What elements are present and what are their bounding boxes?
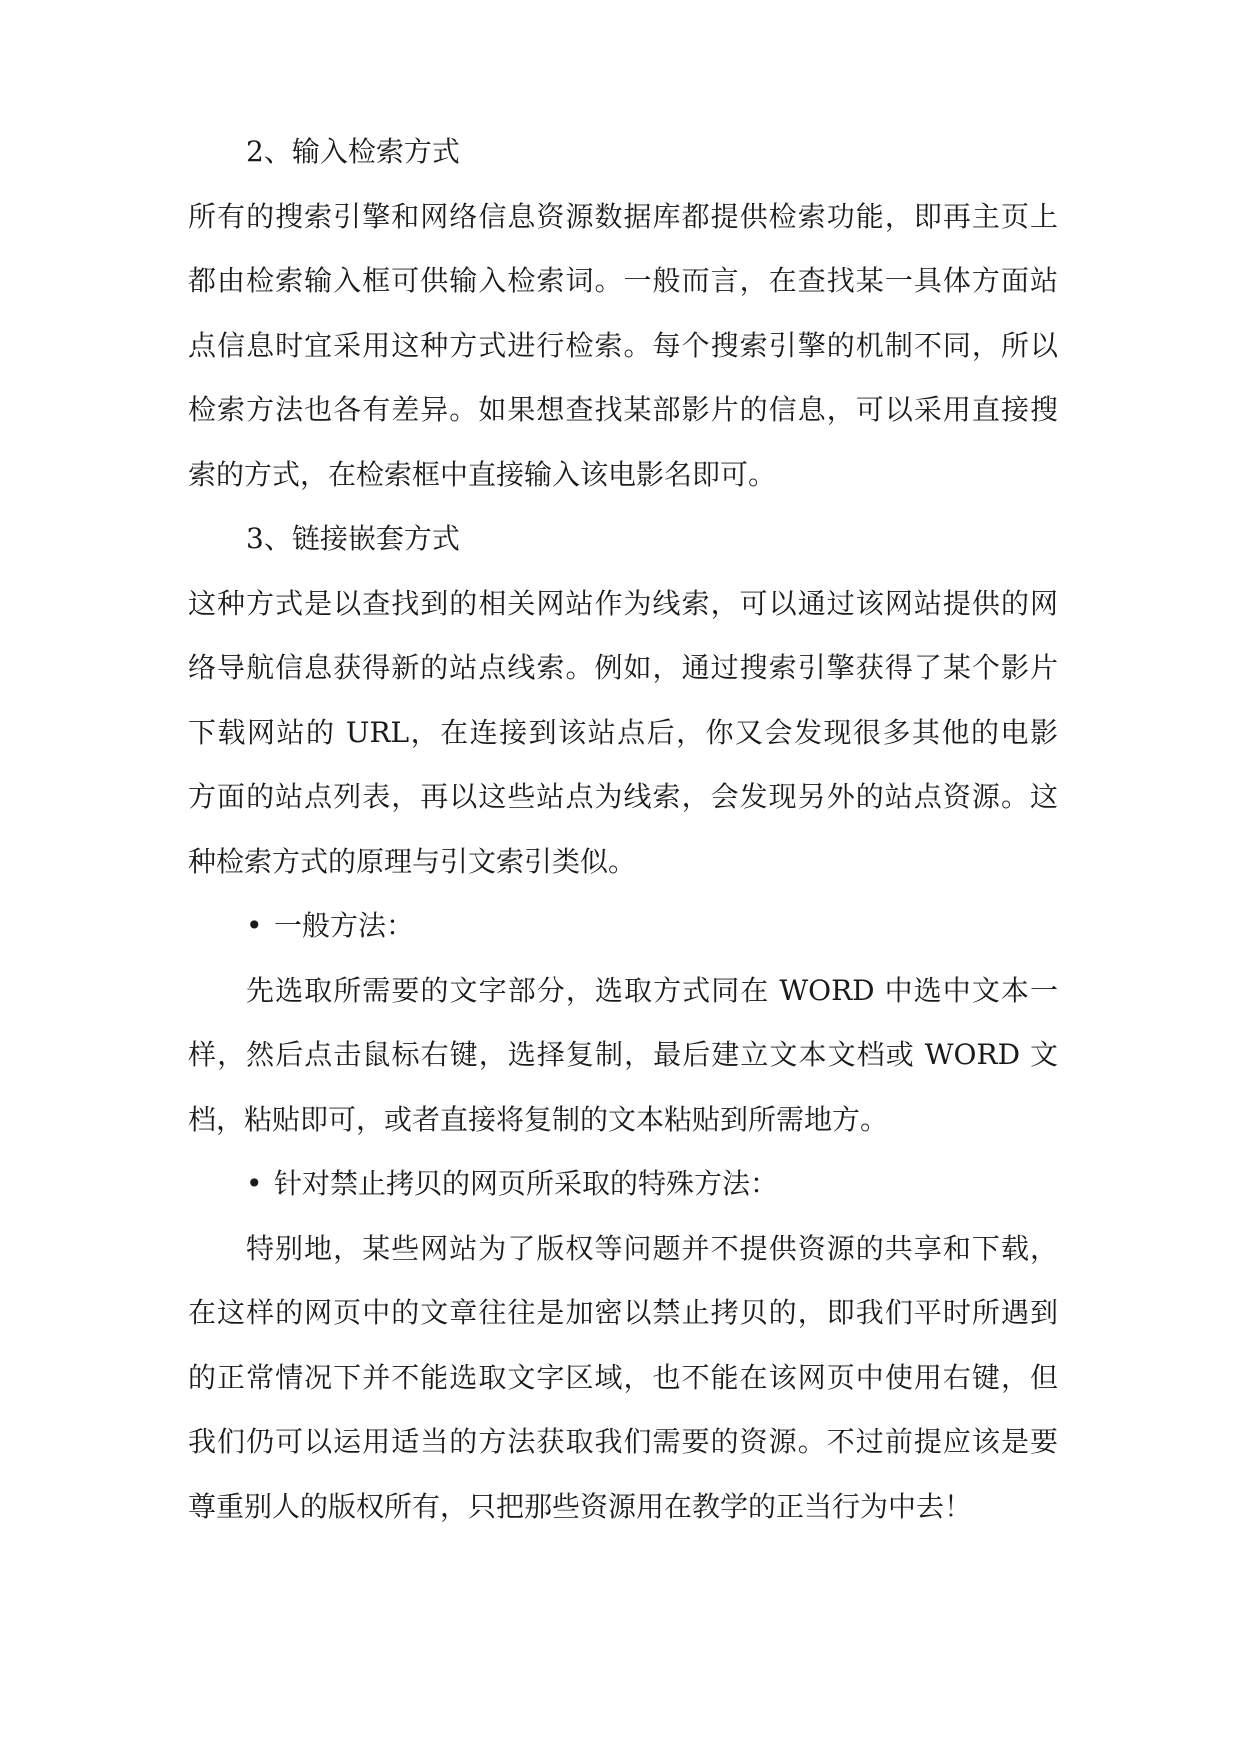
paragraph-line: 特别地，某些网站为了版权等问题并不提供资源的共享和下载， bbox=[246, 1231, 1058, 1265]
section-heading-link-nesting: 3、链接嵌套方式 bbox=[246, 522, 460, 555]
bullet-item-special-method bbox=[188, 1152, 1058, 1217]
paragraph-line: 这种方式是以查找到的相关网站作为线索，可以通过该网站提供的网 bbox=[188, 586, 1058, 620]
paragraph-line: 索的方式，在检索框中直接输入该电影名即可。 bbox=[188, 457, 777, 491]
bullet-icon: • bbox=[246, 1167, 263, 1200]
paragraph-line: 样，然后点击鼠标右键，选择复制，最后建立文本文档或 WORD 文 bbox=[188, 1038, 1058, 1071]
paragraph-line: 所有的搜索引擎和网络信息资源数据库都提供检索功能，即再主页上 bbox=[188, 199, 1058, 233]
paragraph-line: 都由检索输入框可供输入检索词。一般而言，在查找某一具体方面站 bbox=[188, 264, 1058, 297]
paragraph-line: 的正常情况下并不能选取文字区域，也不能在该网页中使用右键，但 bbox=[188, 1360, 1058, 1394]
document-page bbox=[188, 120, 1058, 1539]
paragraph-line: 种检索方式的原理与引文索引类似。 bbox=[188, 844, 637, 878]
paragraph-line: 方面的站点列表，再以这些站点为线索，会发现另外的站点资源。这 bbox=[188, 780, 1058, 813]
bullet-item-general-method bbox=[188, 894, 1058, 959]
bullet-title: 针对禁止拷贝的网页所采取的特殊方法： bbox=[274, 1167, 779, 1200]
paragraph-line: 络导航信息获得新的站点线索。例如，通过搜索引擎获得了某个影片 bbox=[188, 651, 1058, 684]
paragraph-line: 下载网站的 URL，在连接到该站点后，你又会发现很多其他的电影 bbox=[188, 715, 1058, 749]
paragraph-line: 先选取所需要的文字部分，选取方式同在 WORD 中选中文本一 bbox=[246, 973, 1058, 1007]
bullet-title: 一般方法： bbox=[274, 909, 415, 942]
section-heading-input-search: 2、输入检索方式 bbox=[246, 135, 460, 168]
paragraph-line: 检索方法也各有差异。如果想查找某部影片的信息，可以采用直接搜 bbox=[188, 393, 1058, 426]
bullet-icon: • bbox=[246, 909, 263, 942]
paragraph-line: 点信息时宜采用这种方式进行检索。每个搜索引擎的机制不同，所以 bbox=[188, 328, 1058, 362]
paragraph-line: 尊重别人的版权所有，只把那些资源用在教学的正当行为中去！ bbox=[188, 1489, 973, 1523]
paragraph-line: 我们仍可以运用适当的方法获取我们需要的资源。不过前提应该是要 bbox=[188, 1425, 1058, 1458]
paragraph-line: 档，粘贴即可，或者直接将复制的文本粘贴到所需地方。 bbox=[188, 1102, 889, 1136]
paragraph-line: 在这样的网页中的文章往往是加密以禁止拷贝的，即我们平时所遇到 bbox=[188, 1296, 1058, 1329]
